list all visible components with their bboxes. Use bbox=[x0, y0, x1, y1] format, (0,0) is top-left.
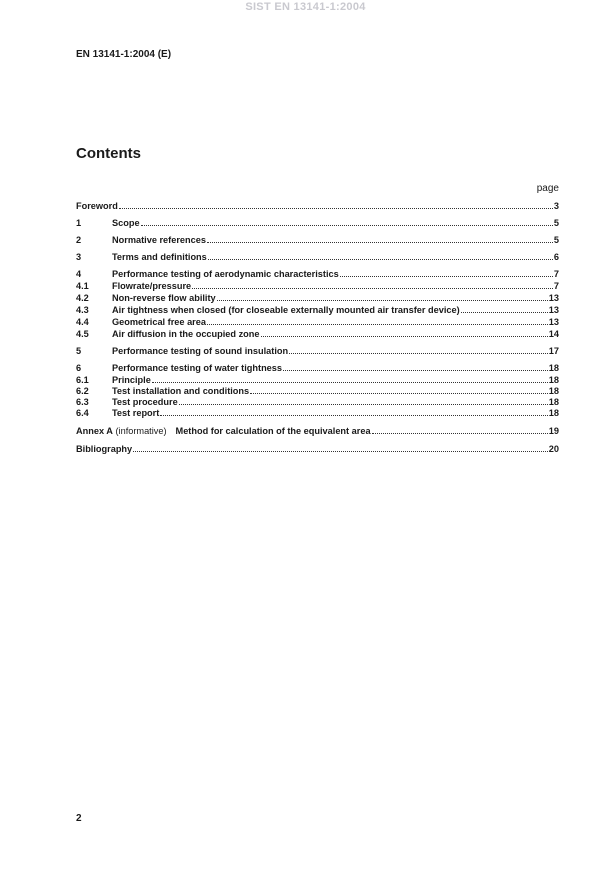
contents-title: Contents bbox=[76, 145, 141, 162]
toc-leader-dots bbox=[461, 304, 548, 313]
annex-prefix: Annex A bbox=[76, 426, 113, 436]
toc-entry-number: 4.3 bbox=[76, 305, 89, 315]
toc-leader-dots bbox=[289, 345, 548, 354]
toc-entry-number: 4 bbox=[76, 269, 82, 279]
toc-entry-number: 6.3 bbox=[76, 397, 89, 407]
toc-entry-4-1[interactable] bbox=[76, 280, 559, 292]
toc-entry-title: Test report bbox=[112, 408, 160, 418]
toc-entry-number: 4.1 bbox=[76, 281, 89, 291]
toc-leader-dots bbox=[192, 280, 553, 289]
toc-entry-title: Bibliography bbox=[76, 444, 133, 454]
toc-entry-page: 18 bbox=[548, 408, 559, 418]
toc-leader-dots bbox=[250, 385, 548, 394]
toc-entry-4-3[interactable] bbox=[76, 304, 559, 316]
toc-entry-title: Performance testing of sound insulation bbox=[112, 346, 289, 356]
toc-leader-dots bbox=[340, 268, 553, 277]
toc-entry-number: 6.4 bbox=[76, 408, 89, 418]
toc-leader-dots bbox=[141, 217, 553, 226]
toc-entry-6-4[interactable] bbox=[76, 407, 559, 419]
toc-entry-number: 6 bbox=[76, 363, 82, 373]
toc-leader-dots bbox=[152, 374, 548, 383]
toc-entry-page: 6 bbox=[553, 252, 559, 262]
toc-entry-title: Normative references bbox=[112, 235, 206, 245]
toc-entry-5[interactable] bbox=[76, 345, 559, 357]
toc-leader-dots bbox=[261, 328, 548, 337]
toc-leader-dots bbox=[207, 234, 553, 243]
toc-entry-number: 2 bbox=[76, 235, 82, 245]
toc-entry-page: 18 bbox=[548, 363, 559, 373]
toc-entry-title: Flowrate/pressure bbox=[112, 281, 192, 291]
page-column-label: page bbox=[536, 183, 559, 194]
toc-entry-bibliography[interactable] bbox=[76, 443, 559, 455]
toc-entry-title: Foreword bbox=[76, 201, 118, 211]
toc-leader-dots bbox=[207, 316, 548, 325]
toc-leader-dots bbox=[208, 251, 553, 260]
toc-entry-1[interactable] bbox=[76, 217, 559, 229]
toc-entry-number: 6.2 bbox=[76, 386, 89, 396]
toc-entry-annex-label bbox=[76, 425, 167, 437]
annex-note: (informative) bbox=[112, 426, 167, 436]
toc-entry-number: 4.5 bbox=[76, 329, 89, 339]
toc-leader-dots bbox=[133, 443, 548, 452]
toc-entry-4-4[interactable] bbox=[76, 316, 559, 328]
toc-entry-4[interactable] bbox=[76, 268, 559, 280]
document-id: EN 13141-1:2004 (E) bbox=[76, 49, 172, 60]
toc-entry-4-5[interactable] bbox=[76, 328, 559, 340]
toc-entry-title: Air tightness when closed (for closeable externally mounted air transfer device) bbox=[112, 305, 460, 315]
toc-entry-page: 13 bbox=[548, 293, 559, 303]
toc-entry-page: 3 bbox=[553, 201, 559, 211]
toc-entry-number: 6.1 bbox=[76, 375, 89, 385]
toc-leader-dots bbox=[372, 425, 548, 434]
toc-entry-title: Performance testing of water tightness bbox=[112, 363, 283, 373]
toc-entry-page: 17 bbox=[548, 346, 559, 356]
toc-entry-title: Performance testing of aerodynamic characteristics bbox=[112, 269, 339, 279]
toc-entry-annex-a[interactable] bbox=[76, 425, 559, 437]
toc-entry-title: Test procedure bbox=[112, 397, 178, 407]
toc-leader-dots bbox=[283, 362, 548, 371]
toc-entry-number: 3 bbox=[76, 252, 82, 262]
toc-entry-page: 5 bbox=[553, 235, 559, 245]
toc-leader-dots bbox=[217, 292, 548, 301]
toc-entry-number: 1 bbox=[76, 218, 82, 228]
toc-entry-page: 18 bbox=[548, 397, 559, 407]
toc-entry-page: 13 bbox=[548, 305, 559, 315]
toc-entry-4-2[interactable] bbox=[76, 292, 559, 304]
toc-entry-3[interactable] bbox=[76, 251, 559, 263]
toc-entry-page: 7 bbox=[553, 281, 559, 291]
toc-entry-title: Air diffusion in the occupied zone bbox=[112, 329, 260, 339]
toc-entry-page: 5 bbox=[553, 218, 559, 228]
toc-entry-2[interactable] bbox=[76, 234, 559, 246]
toc-entry-foreword[interactable] bbox=[76, 200, 559, 212]
toc-entry-title: Terms and definitions bbox=[112, 252, 207, 262]
toc-leader-dots bbox=[160, 407, 547, 416]
toc-entry-number: 4.4 bbox=[76, 317, 89, 327]
toc-entry-title: Test installation and conditions bbox=[112, 386, 250, 396]
toc-entry-title: Method for calculation of the equivalent area bbox=[175, 426, 371, 436]
toc-entry-page: 14 bbox=[548, 329, 559, 339]
toc-leader-dots bbox=[119, 200, 553, 209]
toc-leader-dots bbox=[179, 396, 548, 405]
toc-entry-title: Geometrical free area bbox=[112, 317, 206, 327]
toc-entry-page: 18 bbox=[548, 375, 559, 385]
watermark: SIST EN 13141-1:2004 bbox=[245, 1, 366, 13]
toc-entry-page: 19 bbox=[548, 426, 559, 436]
toc-entry-page: 7 bbox=[553, 269, 559, 279]
footer-page-number: 2 bbox=[76, 813, 82, 824]
toc-entry-page: 13 bbox=[548, 317, 559, 327]
toc-entry-title: Scope bbox=[112, 218, 140, 228]
toc-entry-number: 5 bbox=[76, 346, 82, 356]
toc-entry-title: Non-reverse flow ability bbox=[112, 293, 216, 303]
toc-entry-title: Principle bbox=[112, 375, 151, 385]
toc-entry-page: 20 bbox=[548, 444, 559, 454]
toc-entry-6[interactable] bbox=[76, 362, 559, 374]
toc-entry-number: 4.2 bbox=[76, 293, 89, 303]
toc-entry-page: 18 bbox=[548, 386, 559, 396]
